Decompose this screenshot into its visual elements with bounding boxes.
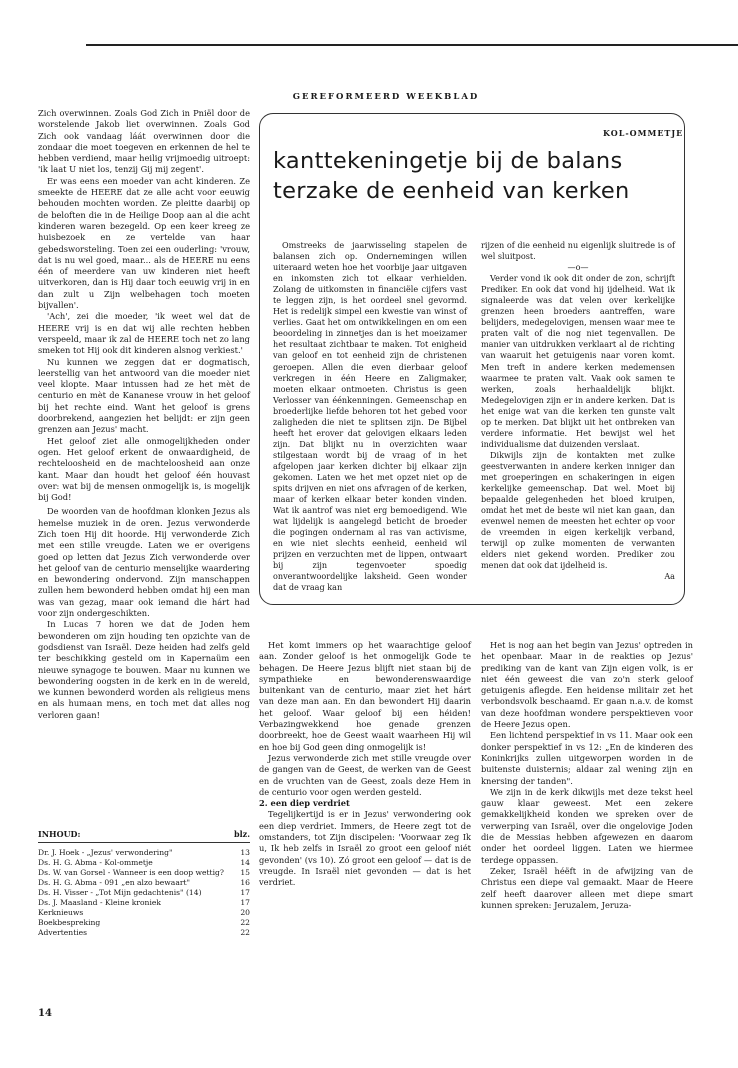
- paragraph: Zich overwinnen. Zoals God Zich in Pniël door de worstelende Jakob liet overwinnen. Zoals God Zich ook vandaag láát overwinnen door die zondaar die moet toegeven en erkennen de hel te hebben verdiend, maar heilig vrijmoedig uitroept: 'ik laat U niet los, tenzij Gij mij zegent'.: [38, 108, 250, 175]
- toc-entry-page: 15: [240, 868, 250, 877]
- masthead: GEREFORMEERD WEEKBLAD: [292, 92, 480, 102]
- headline-line-1: kanttekeningetje bij de balans: [273, 148, 623, 174]
- paragraph: Zeker, Israël héëft in de afwijzing van de Christus een diepe val gemaakt. Maar de Heere zelf heeft daarover alleen met diepe smart kunnen spreken: Jeruzalem, Jeruza-: [481, 865, 693, 910]
- toc-entry-text: Ds. H. Visser - „Tot Mijn gedachtenis" (14): [38, 888, 202, 897]
- paragraph: Het geloof ziet alle onmogelijkheden onder ogen. Het geloof erkent de onwaardigheid, de rechteloosheid en de machteloosheid aan onze kant. Maar dan houdt het geloof één houvast over: wat bij de mensen onmogelijk is, is mogelijk bij God!: [38, 435, 250, 503]
- paragraph: Er was eens een moeder van acht kinderen. Ze smeekte de HEERE dat ze alle acht voor eeuwig behouden mochten worden. Ze pleitte daarbij op de beloften die in de Heilige Doop aan al die acht kinderen waren bezegeld. Op een keer kreeg ze huisbezoek en ze vertelde van haar gebedsworsteling. Toen zei een ouderling: 'vrouw, dat is nu wel goed, maar... als de HEERE nu eens één of meerdere van uw kinderen niet heeft uitverkoren, dan is Hij daar toch eeuwig vrij in en dan zult u Zijn welbehagen toch moeten bijvallen'.: [38, 175, 250, 311]
- paragraph: Een lichtend perspektief in vs 11. Maar ook een donker perspektief in vs 12: „En de kinderen des Koninkrijks zullen uitgeworpen worden in de buitenste duisternis; aldaar zal wening zijn en knersing der tanden".: [481, 730, 693, 786]
- paragraph: 'Ach', zei die moeder, 'ik weet wel dat de HEERE vrij is en dat wij alle rechten hebben verspeeld, maar ik zal de HEERE toch net zo lang smeken tot Hij ook dit kinderen alsnog verkiest.': [38, 311, 250, 356]
- toc-entry-page: 20: [240, 908, 250, 917]
- paragraph: De woorden van de hoofdman klonken Jezus als hemelse muziek in de oren. Jezus verwonderde Zich toen Hij dit hoorde. Hij verwonderde Zich met een stille vreugde. Laten we er overigens goed op letten dat Jezus Zich verwonderde over het geloof van de centurio menselijke waardering en bewondering ondervond. Zijn manschappen zullen hem bewonderd hebben omdat hij een man was van gezag, maar ook iemand die hárt had voor zijn ondergeschikten.: [38, 506, 250, 619]
- toc-entry-text: Dr. J. Hoek - „Jezus' verwondering": [38, 848, 173, 857]
- toc-entry: [38, 928, 250, 938]
- toc-header: [38, 829, 250, 843]
- headline-line-2: terzake de eenheid van kerken: [273, 178, 630, 204]
- toc-entry: [38, 878, 250, 888]
- paragraph: Het is nog aan het begin van Jezus' optreden in het openbaar. Maar in de reakties op Jezus' prediking van de kant van Zijn eigen volk, is er niet één geweest die van zo'n sterk geloof getuigenis aflegde. Een heidense militair zet het verbondsvolk beschaamd. Er gaan n.a.v. de komst van deze hoofdman wondere perspektieven voor de Heere Jezus open.: [481, 640, 693, 730]
- toc-entry-text: Boekbespreking: [38, 918, 101, 927]
- paragraph: We zijn in de kerk dikwijls met deze tekst heel gauw klaar geweest. Met een zekere gemakkelijkheid konden we spreken over de verwerping van Israël, over die ongelovige Joden die de Messias hebben afgewezen en daarom onder het oordeel liggen. Laten we hiermee terdege oppassen.: [481, 786, 693, 865]
- paragraph: Omstreeks de jaarwisseling stapelen de balansen zich op. Ondernemingen willen uiteraard weten hoe het voorbije jaar uitgaven en inkomsten zich tot elkaar verhielden. Zolang de uitkomsten in financiële cijfers vast te leggen zijn, is het oordeel snel gevormd. Het is redelijk simpel een kwestie van winst of verlies. Gaat het om ontwikkelingen en om een beoordeling in zinnetjes dan is het moeizamer het resultaat zichtbaar te maken. Tot enigheid van geloof en tot eenheid zijn de christenen geroepen. Allen die even dierbaar geloof verkregen in één Heere en Zaligmaker, moeten elkaar ontmoeten. Christus is geen Verlosser van éénkenningen. Gemeenschap en broederlijke liefde behoren tot het gebed voor zaligheden die niet te splitsen zijn. De Bijbel heeft het erover dat gelovigen elkaars leden zijn. Dat blijkt nu in overzichten waar stilgestaan wordt bij de vraag of in het afgelopen jaar kerken dichter bij elkaar zijn gekomen. Laten we het met opzet niet op de spits drijven en niet ons afvragen of de kerken, maar of kerken elkaar beter konden vinden. Wat ik aantrof was niet erg bemoedigend. Wie wat lijdelijk is aangelegd beticht de broeder die pogingen ondernam al ras van activisme, en wie niet slechts eenheid, eenheid wil prijzen en verzuchten met de lippen, ontwaart bij zijn tegenvoeter spoedig onverantwoordelijke laksheid. Geen wonder dat de vraag kan: [273, 240, 467, 593]
- toc-entry-page: 16: [240, 878, 250, 887]
- top-rule: [86, 44, 738, 46]
- toc-entry: [38, 898, 250, 908]
- paragraph: Het komt immers op het waarachtige geloof aan. Zonder geloof is het onmogelijk Gode te behagen. De Heere Jezus blijft niet staan bij de sympathieke en bewonderenswaardige buitenkant van de centurio, maar ziet het hárt van deze man aan. En dan bewondert Hij daarin het geloof. Waar geloof bij een héiden! Verbazingwekkend hoe genade grenzen doorbreekt, hoe de Geest waait waarheen Hij wil en hoe bij God geen ding onmogelijk is!: [259, 640, 471, 752]
- toc-entry-page: 17: [240, 888, 250, 897]
- toc-entry: [38, 858, 250, 868]
- toc-entry-page: 13: [240, 848, 250, 857]
- paragraph: Verder vond ik ook dit onder de zon, schrijft Prediker. En ook dat vond hij ijdelheid. Wat ik signaleerde was dat velen over kerkelijke grenzen heen broeders aantreffen, ware belijders, medegelovigen, mensen waar mee te praten valt of die nog niet tegenvallen. De manier van uitdrukken verklaart al de richting van waaruit het getuigenis naar voren komt. Men treft in andere kerken medemensen waarmee te praten valt. Vaak ook samen te werken, zoals herhaaldelijk blijkt. Medegelovigen zijn er in andere kerken. Dat is het enige wat van die kerken ten gunste valt op te merken. Dat blijkt uit het ontbreken van verdere informatie. Het bewijst wel het individualisme dat duizenden verslaat.: [481, 273, 675, 449]
- paragraph: rijzen of die eenheid nu eigenlijk sluitrede is of wel sluitpost.: [481, 240, 675, 262]
- toc-entry: [38, 888, 250, 898]
- toc-entry-page: 17: [240, 898, 250, 907]
- article-column-1: [273, 240, 467, 594]
- toc-entry-text: Ds. J. Maasland - Kleine kroniek: [38, 898, 161, 907]
- separator: —o—: [567, 262, 589, 273]
- column-label: KOL-OMMETJE: [603, 128, 684, 138]
- toc-entry-page: 22: [240, 928, 250, 937]
- paragraph: Jezus verwonderde zich met stille vreugde over de gangen van de Geest, de werken van de Geest en de vruchten van de Geest, zoals deze Hem in de centurio voor ogen werden gesteld.: [259, 752, 471, 797]
- paragraph: Dikwijls zijn de kontakten met zulke geestverwanten in andere kerken inniger dan met groeperingen en schakeringen in eigen kerkelijke gemeenschap. Dat wel. Moet bij bepaalde gelegenheden het bloed kruipen, omdat het met de beste wil niet kan gaan, dan evenwel nemen de meesten het echter op voor de vreemden in eigen kerkelijk verband, terwijl op zulke momenten de verwanten elders niet gekend worden. Prediker zou menen dat ook dat ijdelheid is.: [481, 449, 675, 571]
- page-number: 14: [38, 1008, 52, 1019]
- toc-entry: [38, 848, 250, 858]
- toc-entry: [38, 918, 250, 928]
- toc-entry-text: Ds. W. van Gorsel - Wanneer is een doop wettig?: [38, 868, 224, 877]
- toc-entry-text: Ds. H. G. Abma - 091 „en alzo bewaart": [38, 878, 191, 887]
- article-column-2: [481, 240, 675, 582]
- toc-entry: [38, 908, 250, 918]
- left-column: [38, 108, 250, 721]
- toc-entry-page: 22: [240, 918, 250, 927]
- toc-entry-text: Ds. H. G. Abma - Kol-ommetje: [38, 858, 153, 867]
- paragraph: In Lucas 7 horen we dat de Joden hem bewonderen om zijn houding ten opzichte van de godsdienst van Israël. Deze heiden had zelfs geld ter beschikking gesteld om in Kapernaüm een nieuwe synagoge te bouwen. Maar nu kunnen we bewondering oogsten in de kerk en in de wereld, we kunnen bewonderd worden als religieus mens en als humaan mens, en toch met dat alles nog verloren gaan!: [38, 619, 250, 720]
- toc-entry-text: Advertenties: [38, 928, 88, 937]
- toc-heading: INHOUD:: [38, 829, 81, 839]
- article-headline: [273, 146, 673, 206]
- toc-entry-page: 14: [240, 858, 250, 867]
- author-signature: Aa: [664, 571, 675, 582]
- section-subhead: 2. een diep verdriet: [259, 798, 350, 809]
- table-of-contents: [38, 829, 250, 938]
- lower-right-column: [481, 640, 693, 911]
- toc-page-heading: blz.: [234, 829, 250, 839]
- lower-middle-column: [259, 640, 471, 889]
- toc-entry: [38, 868, 250, 878]
- toc-entry-text: Kerknieuws: [38, 908, 84, 917]
- paragraph: Nu kunnen we zeggen dat er dogmatisch, leerstellig van het antwoord van die moeder niet veel klopte. Maar intussen had ze het mèt de centurio en mèt de Kananese vrouw in het geloof bij het rechte eind. Want het geloof is grens doorbrekend, aangezien het belijdt: er zijn geen grenzen aan Jezus' macht.: [38, 356, 250, 435]
- paragraph: Tegelijkertijd is er in Jezus' verwondering ook een diep verdriet. Immers, de Heere zegt tot de omstanders, tot Zijn discipelen: 'Voorwaar zeg Ik u, Ik heb zelfs in Israël zo groot een geloof niét gevonden' (vs 10). Zó groot een geloof — dat is de vreugde. In Israël niet gevonden — dat is het verdriet.: [259, 809, 471, 888]
